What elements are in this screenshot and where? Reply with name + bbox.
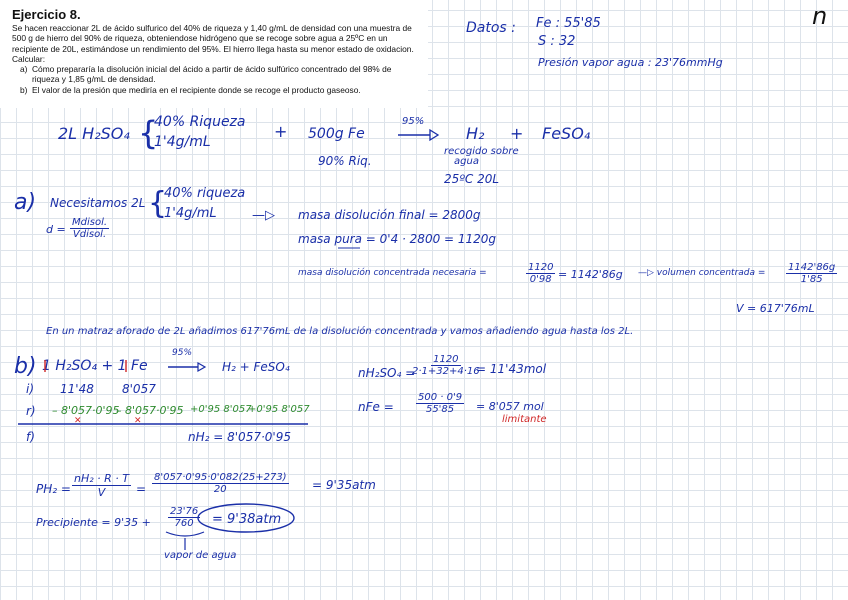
n-fe-result: = 8'057 mol [476,400,544,413]
masa-pura: masa pura = 0'4 · 2800 = 1120g [298,232,497,246]
reaction-plus-2: + [510,124,524,143]
reaction-acid-qty: 2L H₂SO₄ [58,124,130,143]
reaction-arrow-head [430,130,438,140]
vol-num: 1142'86g [788,262,836,273]
corner-mark: n [812,2,828,30]
row-r-cross-a: ✕ [74,416,82,426]
pressure-num-1: nH₂ · R · T [74,472,129,485]
datos-s: S : 32 [538,34,576,49]
density-den: Vdisol. [72,229,107,240]
pressure-den-2: 20 [213,484,227,495]
reaction-yield: 95% [402,116,425,127]
masa-conc-den: 0'98 [529,274,552,285]
pressure-den-1: V [97,486,106,499]
part-a-density: 1'4g/mL [164,206,217,221]
row-r-cross-b: ✕ [134,416,142,426]
question-a-label: a) [20,64,28,75]
pressure-result: = 9'35atm [312,478,376,492]
vapor-note: vapor de agua [164,550,237,561]
reaction-h2-note2: agua [454,156,479,167]
exercise-title: Ejercicio 8. [12,7,81,22]
precipiente-den: 760 [174,518,194,529]
row-i-b: 8'057 [122,382,156,396]
reaction-h2-note1: recogido sobre [444,146,519,157]
n-h2so4-den: 2·1+32+4·16 [412,366,480,377]
reaction-fe-qty: 500g Fe [308,126,365,142]
exercise-statement: Se hacen reaccionar 2L de ácido sulfurico del 40% de riqueza y 1,40 g/mL de densidad con una muestra de 500 g de hierro del 90% de riqueza, obteniendose hidrógeno que se recoge sobre agua a 25ºC en un recipiente de 20L, estimándose un rendimiento del 95%. El hierro llega hasta su menor estado de oxidacion. [12,23,414,54]
precipiente-num: 23'76 [170,506,199,517]
result-circle [198,504,294,532]
datos-fe: Fe : 55'85 [536,16,601,31]
question-a-text: Cómo prepararía la disolución inicial del ácido a partir de ácido sulfúrico concentrado del 98% de riqueza y 1,85 g/mL de densidad. [32,64,392,85]
row-r-a: – 8'057·0'95 [52,404,120,417]
row-i-a: 11'48 [60,382,94,396]
limitante-label: limitante [502,414,547,425]
n-fe-num: 500 · 0'9 [418,392,463,403]
row-r-b: – 8'057·0'95 [116,404,184,417]
precipiente-result: = 9'38atm [212,512,282,527]
density-eq: d = [46,223,66,236]
n-h2so4-num: 1120 [433,354,459,365]
n-h2so4-label: nH₂SO₄ = [358,366,416,380]
n-fe-den: 55'85 [425,404,455,415]
calcular-label: Calcular: [12,53,46,64]
volumen-result: V = 617'76mL [736,302,815,315]
question-b-text: El valor de la presión que mediría en el recipiente donde se recoge el producto gaseoso. [32,84,361,95]
reaction-h2-conditions: 25ºC 20L [444,172,500,186]
nh2-result: nH₂ = 8'057·0'95 [188,430,291,444]
part-a-conclusion: En un matraz aforado de 2L añadimos 617'76mL de la disolución concentrada y vamos añadiendo agua hasta los 2L. [46,326,634,337]
part-b-yield: 95% [172,348,193,358]
question-b-label: b) [20,84,28,95]
volumen-concentrada-label: —▷ volumen concentrada = [638,268,766,278]
vol-den: 1'85 [800,274,823,285]
masa-conc-num: 1120 [528,262,554,273]
part-a-arrow: —▷ [252,208,275,223]
reaction-feso4: FeSO₄ [542,124,591,143]
masa-disolucion-final: masa disolución final = 2800g [298,208,481,222]
part-b-label: b) [14,354,37,379]
density-num: Mdisol. [72,217,108,228]
reaction-acid-riqueza: 40% Riqueza [154,114,246,130]
datos-label: Datos : [466,20,516,36]
partb-arrow-head [198,363,205,371]
pressure-label: PH₂ = [36,482,71,496]
part-b-equation-right: H₂ + FeSO₄ [222,360,290,374]
n-fe-label: nFe = [358,400,394,414]
row-r-d: +0'95 8'057 [248,404,310,415]
part-a-brace: { [148,186,168,221]
part-a-necesitamos: Necesitamos 2L [50,196,146,210]
vapor-brace [166,532,204,536]
part-a-riqueza: 40% riqueza [164,186,246,201]
n-h2so4-result: = 11'43mol [476,362,547,376]
masa-concentrada-result: = 1142'86g [558,268,623,281]
part-b-equation-left: 1 H₂SO₄ + 1 Fe [42,358,148,374]
reaction-fe-riq: 90% Riq. [318,154,372,168]
row-i-label: i) [26,382,35,396]
reaction-acid-density: 1'4g/mL [154,134,211,150]
reaction-h2: H₂ [466,124,485,143]
row-f-label: f) [26,430,35,444]
reaction-plus-1: + [274,122,288,141]
pressure-eq-2: = [136,482,147,496]
pressure-num-2: 8'057·0'95·0'082(25+273) [154,472,287,483]
part-a-label: a) [14,190,37,215]
masa-concentrada-label: masa disolución concentrada necesaria = [298,268,487,278]
reaction-acid-brace: { [138,114,159,152]
precipiente-label: Precipiente = 9'35 + [36,516,151,529]
row-r-c: +0'95 8'057 [190,404,252,415]
datos-presion: Presión vapor agua : 23'76mmHg [538,56,723,69]
row-r-label: r) [26,404,36,418]
